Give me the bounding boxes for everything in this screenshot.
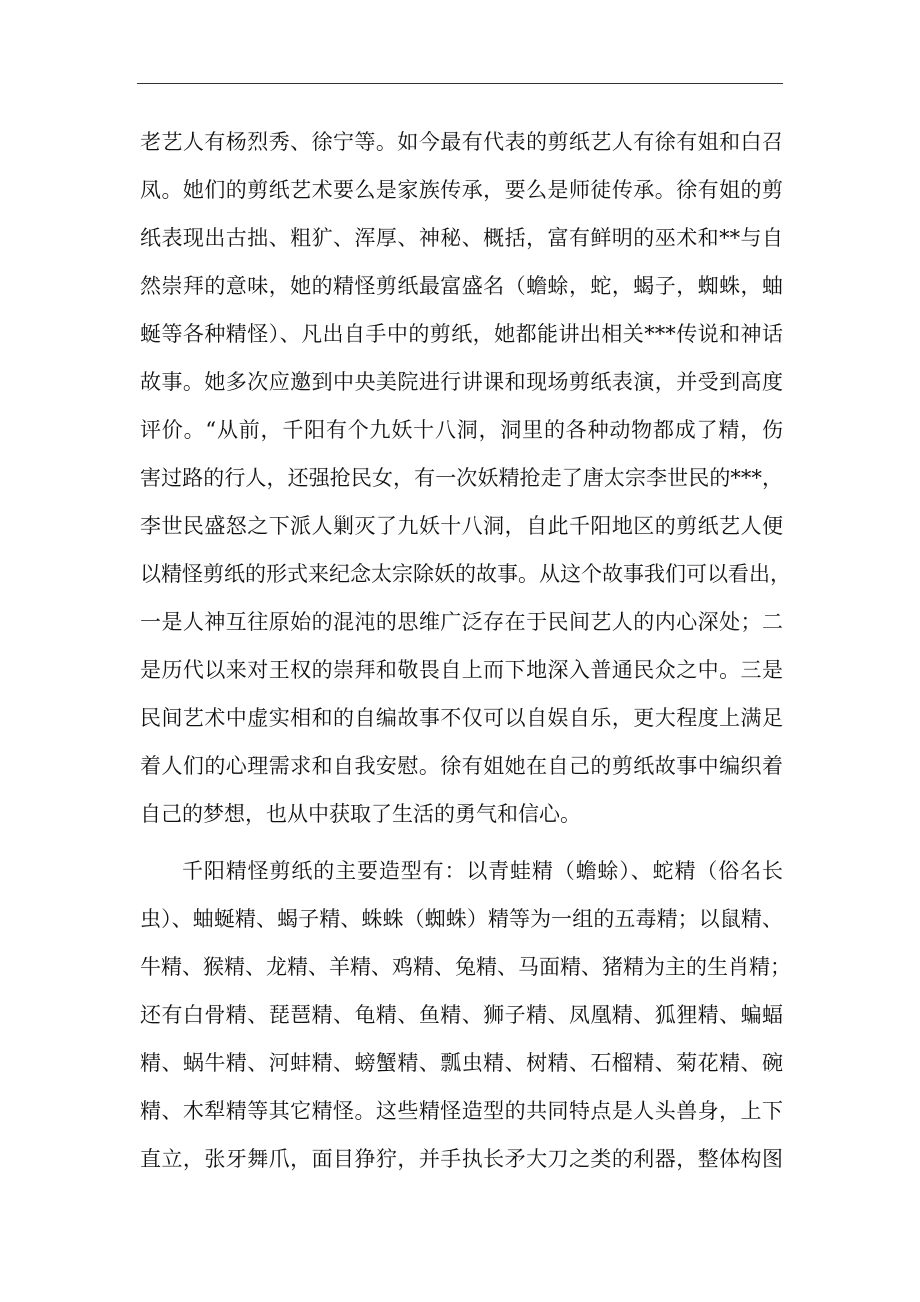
paragraph-2 bbox=[140, 847, 791, 1183]
paragraph-line: 还有白骨精、琵琶精、龟精、鱼精、狮子精、凤凰精、狐狸精、蝙蝠 bbox=[140, 1003, 783, 1027]
paragraph-line: 直立，张牙舞爪，面目狰狞，并手执长矛大刀之类的利器，整体构图 bbox=[140, 1147, 783, 1171]
paragraph-line: 蜒等各种精怪）、凡出自手中的剪纸，她都能讲出相关***传说和神话 bbox=[140, 322, 783, 346]
paragraph-gap bbox=[140, 838, 783, 847]
paragraph-line: 精、蜗牛精、河蚌精、螃蟹精、瓢虫精、树精、石榴精、菊花精、碗 bbox=[140, 1051, 783, 1075]
header-rule bbox=[137, 83, 783, 84]
paragraph-line: 然崇拜的意味，她的精怪剪纸最富盛名（蟾蜍，蛇，蝎子，蜘蛛，蚰 bbox=[140, 274, 783, 298]
paragraph-line: 评价。“从前，千阳有个九妖十八洞，洞里的各种动物都成了精，伤 bbox=[140, 418, 783, 442]
paragraph-line: 故事。她多次应邀到中央美院进行讲课和现场剪纸表演，并受到高度 bbox=[140, 370, 783, 394]
paragraph-1 bbox=[140, 118, 791, 838]
paragraph-line: 牛精、猴精、龙精、羊精、鸡精、兔精、马面精、猪精为主的生肖精； bbox=[140, 955, 791, 979]
paragraph-line: 民间艺术中虚实相和的自编故事不仅可以自娱自乐，更大程度上满足 bbox=[140, 706, 783, 730]
paragraph-line: 凤。她们的剪纸艺术要么是家族传承，要么是师徒传承。徐有姐的剪 bbox=[140, 178, 783, 202]
paragraph-line: 着人们的心理需求和自我安慰。徐有姐她在自己的剪纸故事中编织着 bbox=[140, 754, 783, 778]
document-body bbox=[140, 118, 791, 1183]
paragraph-line: 李世民盛怒之下派人剿灭了九妖十八洞，自此千阳地区的剪纸艺人便 bbox=[140, 514, 783, 538]
paragraph-line: 老艺人有杨烈秀、徐宁等。如今最有代表的剪纸艺人有徐有姐和白召 bbox=[140, 130, 783, 154]
paragraph-line: 一是人神互往原始的混沌的思维广泛存在于民间艺人的内心深处；二 bbox=[140, 610, 783, 634]
paragraph-line: 害过路的行人，还强抢民女，有一次妖精抢走了唐太宗李世民的***， bbox=[140, 466, 783, 490]
paragraph-line: 精、木犁精等其它精怪。这些精怪造型的共同特点是人头兽身，上下 bbox=[140, 1099, 783, 1123]
paragraph-line: 是历代以来对王权的崇拜和敬畏自上而下地深入普通民众之中。三是 bbox=[140, 658, 783, 682]
paragraph-line: 纸表现出古拙、粗犷、浑厚、神秘、概括，富有鲜明的巫术和**与自 bbox=[140, 226, 783, 250]
paragraph-line: 以精怪剪纸的形式来纪念太宗除妖的故事。从这个故事我们可以看出， bbox=[140, 562, 791, 586]
paragraph-line: 千阳精怪剪纸的主要造型有：以青蛙精（蟾蜍）、蛇精（俗名长 bbox=[182, 859, 783, 883]
paragraph-line: 虫）、蚰蜒精、蝎子精、蛛蛛（蜘蛛）精等为一组的五毒精；以鼠精、 bbox=[140, 907, 783, 931]
paragraph-line: 自己的梦想，也从中获取了生活的勇气和信心。 bbox=[140, 802, 581, 826]
